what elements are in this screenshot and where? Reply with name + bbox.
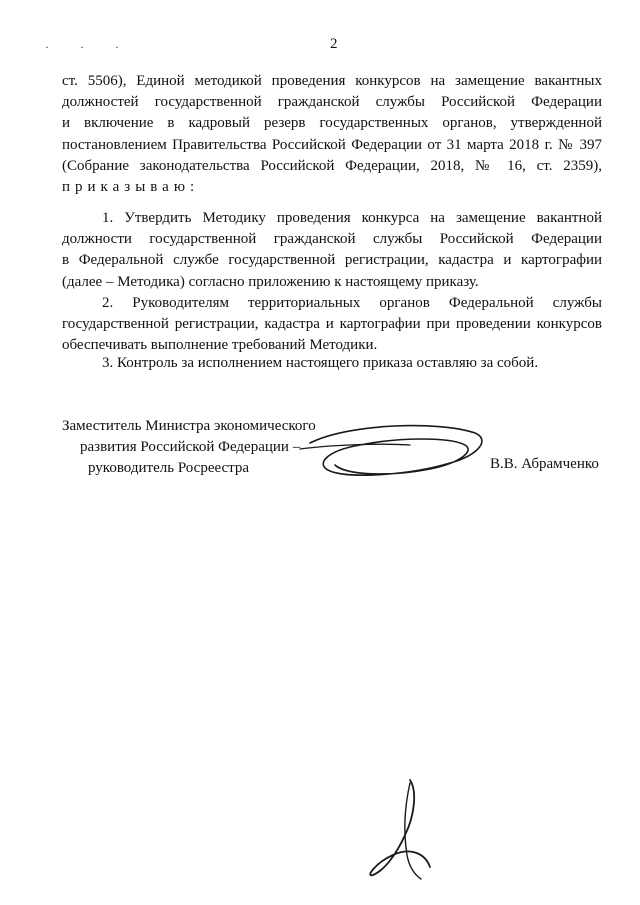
- intro-line-5: (Собрание законодательства Российской Федерации, 2018, № 16, ст. 2359),: [62, 157, 602, 174]
- item-2-line-2: государственной регистрации, кадастра и картографии при проведении конкурсов: [62, 316, 602, 333]
- intro-line-3: и включение в кадровый резерв государственных органов, утвержденной: [62, 115, 602, 132]
- item-2-line-1: 2. Руководителям территориальных органов Федеральной службы: [102, 295, 602, 311]
- item-3-line-1: 3. Контроль за исполнением настоящего приказа оставляю за собой.: [102, 355, 539, 371]
- item-1-line-2: должности государственной гражданской службы Российской Федерации: [62, 231, 602, 248]
- initials-mark: [355, 775, 445, 885]
- item-1-line-4: (далее – Методика) согласно приложению к настоящему приказу.: [62, 273, 479, 290]
- scan-specks: · · ·: [45, 40, 133, 54]
- order-item-3: [102, 353, 602, 374]
- position-line-3: руководитель Росреестра: [88, 460, 250, 476]
- intro-line-4: постановлением Правительства Российской Федерации от 31 марта 2018 г. № 397: [62, 136, 602, 153]
- signatory-position: [62, 416, 316, 479]
- order-item-2: [62, 293, 602, 357]
- intro-paragraph: [62, 71, 602, 198]
- intro-line-1: ст. 5506), Единой методикой проведения конкурсов на замещение вакантных: [62, 73, 602, 89]
- intro-line-2: должностей государственной гражданской службы Российской Федерации: [62, 94, 602, 111]
- handwritten-signature: [290, 415, 490, 490]
- order-item-1: [62, 208, 602, 293]
- item-1-line-1: 1. Утвердить Методику проведения конкурса на замещение вакантной: [102, 210, 602, 226]
- item-1-line-3: в Федеральной службе государственной регистрации, кадастра и картографии: [62, 252, 602, 269]
- order-word: приказываю:: [62, 179, 200, 196]
- position-line-1: Заместитель Министра экономического: [62, 418, 316, 434]
- item-2-line-3: обеспечивать выполнение требований Методики.: [62, 337, 378, 354]
- position-line-2: развития Российской Федерации –: [80, 439, 301, 455]
- page-number: 2: [330, 36, 338, 52]
- signatory-name: В.В. Абрамченко: [490, 456, 599, 472]
